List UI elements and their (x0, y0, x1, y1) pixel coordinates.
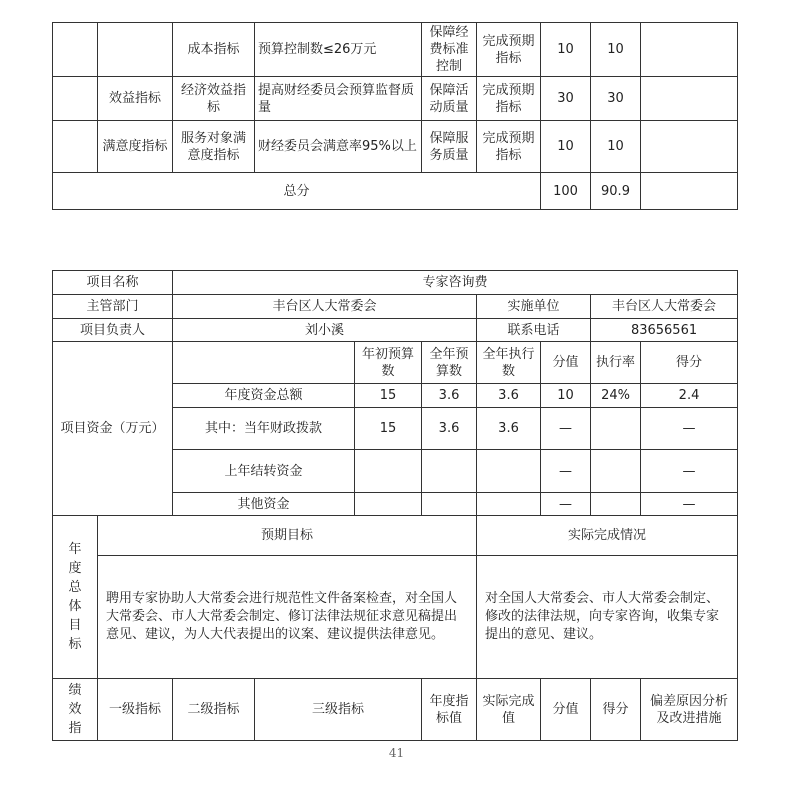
phone-label: 联系电话 (477, 319, 591, 342)
level3-cell: 预算控制数≤26万元 (255, 23, 422, 77)
fund-score: — (641, 408, 738, 450)
perf-header-row (53, 679, 738, 741)
table-row (53, 295, 738, 319)
actual-cell: 10 (591, 121, 641, 173)
fund-exec (477, 450, 541, 493)
level2b-cell: 经济效益指标 (173, 77, 255, 121)
fund-init: 15 (355, 408, 422, 450)
level2-cell (98, 23, 173, 77)
note-cell (641, 121, 738, 173)
impl-value: 丰台区人大常委会 (591, 295, 738, 319)
fund-score-val: — (541, 408, 591, 450)
fund-annual: 3.6 (422, 408, 477, 450)
lead-label: 项目负责人 (53, 319, 173, 342)
basis-cell: 保障经费标准控制 (422, 23, 477, 77)
project-name-value: 专家咨询费 (173, 271, 738, 295)
expected-header: 预期目标 (98, 516, 477, 556)
level2b-cell: 服务对象满意度指标 (173, 121, 255, 173)
perf-col: 分值 (541, 679, 591, 741)
actual-header: 实际完成情况 (477, 516, 738, 556)
actual-cell: 10 (591, 23, 641, 77)
actual-cell: 30 (591, 77, 641, 121)
phone-value: 83656561 (591, 319, 738, 342)
fund-name: 上年结转资金 (173, 450, 355, 493)
funds-header-row (53, 342, 738, 384)
impl-label: 实施单位 (477, 295, 591, 319)
perf-col: 二级指标 (173, 679, 255, 741)
goals-label: 年 度 总 体 目 标 (53, 516, 98, 679)
fund-rate (591, 493, 641, 516)
funds-label: 项目资金（万元） (53, 342, 173, 516)
fund-score-val: — (541, 493, 591, 516)
perf-label: 绩 效 指 (53, 679, 98, 741)
fund-rate (591, 450, 641, 493)
fund-annual (422, 493, 477, 516)
project-table (52, 270, 738, 741)
note-cell (641, 23, 738, 77)
perf-col: 年度指标值 (422, 679, 477, 741)
level3-cell: 财经委员会满意率95%以上 (255, 121, 422, 173)
type-cell: 完成预期指标 (477, 121, 541, 173)
total-actual: 90.9 (591, 173, 641, 210)
expected-text: 聘用专家协助人大常委会进行规范性文件备案检查，对全国人大常委会、市人大常委会制定、修订法律法规征求意见稿提出意见、建议，为人大代表提出的议案、建议提供法律意见。 (98, 556, 477, 679)
actual-text: 对全国人大常委会、市人大常委会制定、修改的法律法规，向专家咨询，收集专家提出的意见、建议。 (477, 556, 738, 679)
perf-col: 得分 (591, 679, 641, 741)
goals-content-row (53, 556, 738, 679)
table-row (53, 121, 738, 173)
dept-value: 丰台区人大常委会 (173, 295, 477, 319)
fund-rate: 24% (591, 384, 641, 408)
fund-init: 15 (355, 384, 422, 408)
basis-cell: 保障服务质量 (422, 121, 477, 173)
type-cell: 完成预期指标 (477, 23, 541, 77)
target-cell: 10 (541, 121, 591, 173)
perf-col: 实际完成值 (477, 679, 541, 741)
fund-annual (422, 450, 477, 493)
fund-score-val: — (541, 450, 591, 493)
fund-init (355, 450, 422, 493)
fund-name: 其他资金 (173, 493, 355, 516)
project-name-label: 项目名称 (53, 271, 173, 295)
page-number: 41 (388, 746, 405, 760)
fund-name: 其中：当年财政拨款 (173, 408, 355, 450)
total-row (53, 173, 738, 210)
funds-header: 执行率 (591, 342, 641, 384)
table-row (53, 319, 738, 342)
total-label: 总分 (53, 173, 541, 210)
indicator-table (52, 22, 738, 210)
funds-header: 全年执行数 (477, 342, 541, 384)
fund-score: — (641, 493, 738, 516)
fund-name: 年度资金总额 (173, 384, 355, 408)
note-cell (641, 77, 738, 121)
target-cell: 10 (541, 23, 591, 77)
perf-col: 一级指标 (98, 679, 173, 741)
table-row (53, 77, 738, 121)
basis-cell: 保障活动质量 (422, 77, 477, 121)
lead-value: 刘小溪 (173, 319, 477, 342)
dept-label: 主管部门 (53, 295, 173, 319)
fund-score-val: 10 (541, 384, 591, 408)
fund-score: 2.4 (641, 384, 738, 408)
level2-cell: 效益指标 (98, 77, 173, 121)
funds-header: 得分 (641, 342, 738, 384)
type-cell: 完成预期指标 (477, 77, 541, 121)
perf-col: 三级指标 (255, 679, 422, 741)
fund-init (355, 493, 422, 516)
funds-header: 全年预算数 (422, 342, 477, 384)
funds-header: 年初预算数 (355, 342, 422, 384)
fund-exec: 3.6 (477, 408, 541, 450)
level2b-cell: 成本指标 (173, 23, 255, 77)
level3-cell: 提高财经委员会预算监督质量 (255, 77, 422, 121)
fund-score: — (641, 450, 738, 493)
fund-rate (591, 408, 641, 450)
total-target: 100 (541, 173, 591, 210)
table-row (53, 23, 738, 77)
fund-exec (477, 493, 541, 516)
level2-cell: 满意度指标 (98, 121, 173, 173)
goals-header-row (53, 516, 738, 556)
fund-annual: 3.6 (422, 384, 477, 408)
fund-exec: 3.6 (477, 384, 541, 408)
perf-col: 偏差原因分析及改进措施 (641, 679, 738, 741)
funds-header: 分值 (541, 342, 591, 384)
target-cell: 30 (541, 77, 591, 121)
table-row (53, 271, 738, 295)
